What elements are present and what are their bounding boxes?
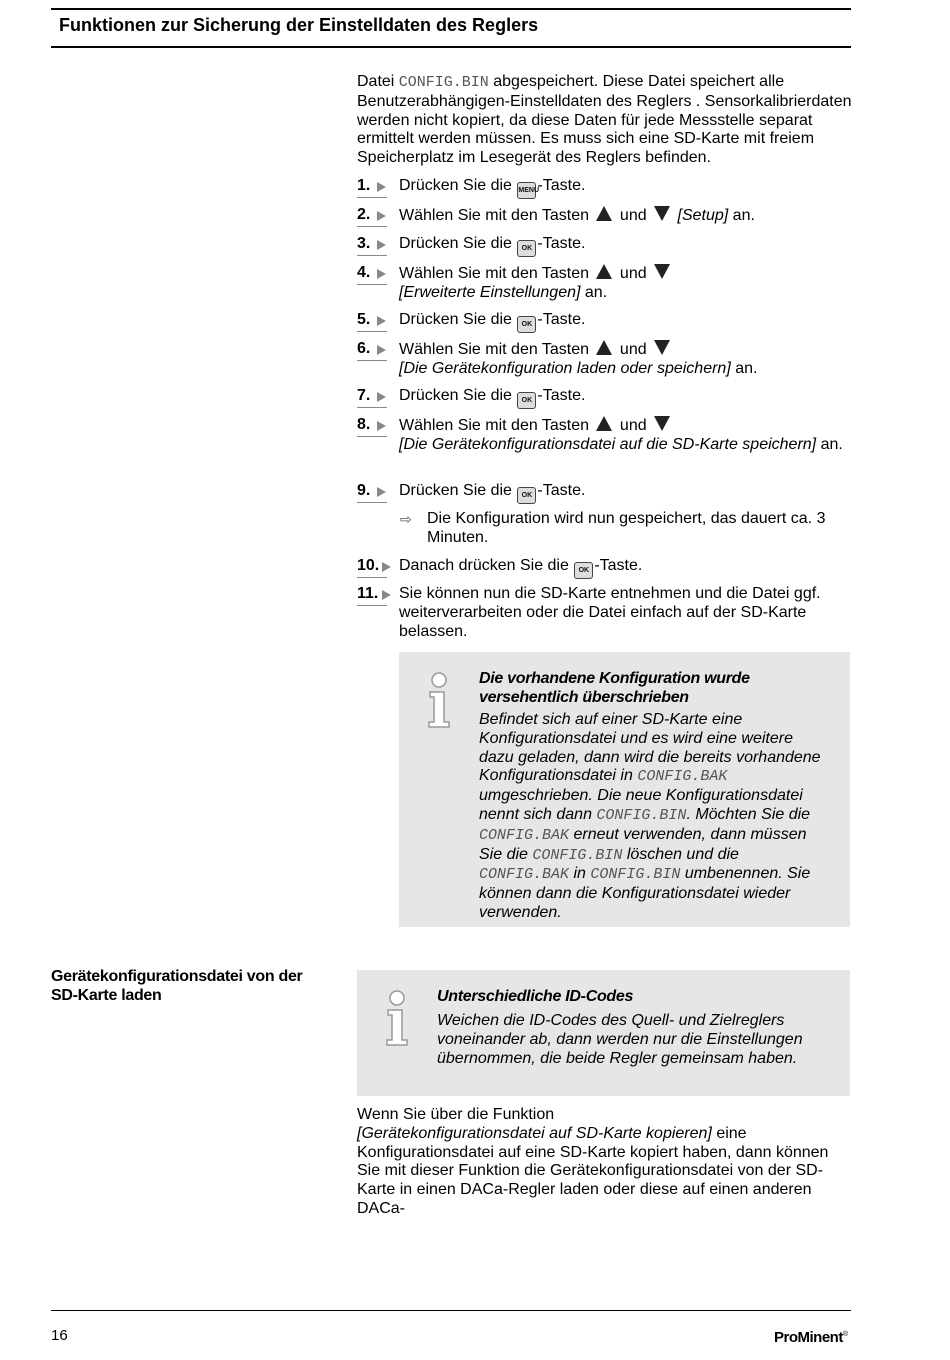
step-arrow-icon [377,269,386,279]
step-arrow-icon [377,345,386,355]
step-arrow-icon [377,487,386,497]
step-arrow-icon [377,316,386,326]
ok-key-icon: OK [517,316,536,333]
step-number: 5. [357,311,397,330]
ok-key-icon: OK [574,562,593,579]
info-icon [423,672,455,732]
brand-logo: ProMinent® [774,1329,848,1346]
step-number: 3. [357,235,397,254]
step-arrow-icon [377,211,386,221]
note-title: Unterschiedliche ID-Codes [437,988,634,1005]
info-icon [381,990,413,1050]
step-number: 11. [357,585,397,604]
closing-paragraph: Wenn Sie über die Funktion [Gerätekonfigurationsdatei auf SD-Karte kopieren] eine Konfigurationsdatei auf eine SD-Karte kopiert haben, dann können Sie mit dieser Funktion die Gerätekonfigurationsdatei von der SD-Karte in einen DACa-Regler laden oder diese auf einen anderen DACa- [357,1106,829,1217]
step-arrow-icon [377,392,386,402]
filename-config-bin: CONFIG.BIN [398,74,489,91]
down-arrow-key-icon [654,416,670,431]
page-header-title: Funktionen zur Sicherung der Einstelldaten des Reglers [59,15,539,35]
step-number: 7. [357,387,397,406]
header-top-rule [51,8,851,10]
step-arrow-icon [377,421,386,431]
up-arrow-key-icon [596,340,612,355]
menu-item-konfiguration-laden-speichern: [Die Gerätekonfiguration laden oder speichern] [399,359,731,377]
step-number: 6. [357,340,397,359]
note-body: Befindet sich auf einer SD-Karte eine Konfigurationsdatei und es wird eine weitere dazu geladen, dann wird die bereits vorhandene Konfigurationsdatei in CONFIG.BAK umgeschrieben. Die neue Konfigurationsdatei nennt sich dann CONFIG.BIN. Möchten Sie die CONFIG.BAK erneut verwenden, dann müssen Sie die CONFIG.BIN löschen und die CONFIG.BAK in CONFIG.BIN umbenennen. Sie können dann die Konfigurationsdatei wieder verwenden. [479,711,821,921]
ok-key-icon: OK [517,392,536,409]
menu-item-konfigurationsdatei-speichern: [Die Gerätekonfigurationsdatei auf die SD-Karte speichern] [399,435,817,453]
note-title: Die vorhandene Konfiguration wurde versehentlich überschrieben [479,670,750,706]
page-number: 16 [51,1327,68,1344]
menu-item-erweiterte-einstellungen: [Erweiterte Einstellungen] [399,283,581,301]
info-note-id-codes [357,970,850,1096]
footer-rule [51,1310,851,1311]
note-body: Weichen die ID-Codes des Quell- und Zielreglers voneinander ab, dann werden nur die Einstellungen übernommen, die beide Regler gemeinsam haben. [437,1012,803,1067]
step-arrow-icon [382,590,391,600]
step-number: 2. [357,206,397,225]
up-arrow-key-icon [596,416,612,431]
down-arrow-key-icon [654,206,670,221]
step-arrow-icon [377,240,386,250]
menu-item-konfigurationsdatei-kopieren: [Gerätekonfigurationsdatei auf SD-Karte kopieren] [357,1124,712,1142]
menu-item-setup: [Setup] [677,207,729,224]
ok-key-icon: OK [517,487,536,504]
menu-key-icon: MENU [517,182,536,199]
ok-key-icon: OK [517,240,536,257]
up-arrow-key-icon [596,206,612,221]
result-arrow-icon: ⇨ [400,511,412,527]
down-arrow-key-icon [654,340,670,355]
step-number: 1. [357,177,397,196]
step-number: 4. [357,264,397,283]
intro-paragraph: Datei CONFIG.BIN abgespeichert. Diese Datei speichert alle Benutzerabhängigen-Einstelldaten des Reglers . Sensorkalibrierdaten werden nicht kopiert, da diese Daten für jede Messstelle separat ermittelt werden müssen. Es muss sich eine SD-Karte mit freiem Speicherplatz im Lesegerät des Reglers befinden. [357,73,852,167]
header-bottom-rule [51,46,851,48]
step-arrow-icon [382,562,391,572]
info-note-config-overwritten [399,652,850,927]
section-heading: Gerätekonfigurationsdatei von der SD-Karte laden [51,968,303,1004]
step-number: 8. [357,416,397,435]
down-arrow-key-icon [654,264,670,279]
up-arrow-key-icon [596,264,612,279]
step-number: 9. [357,482,397,501]
step-number: 10. [357,557,397,576]
step-arrow-icon [377,182,386,192]
